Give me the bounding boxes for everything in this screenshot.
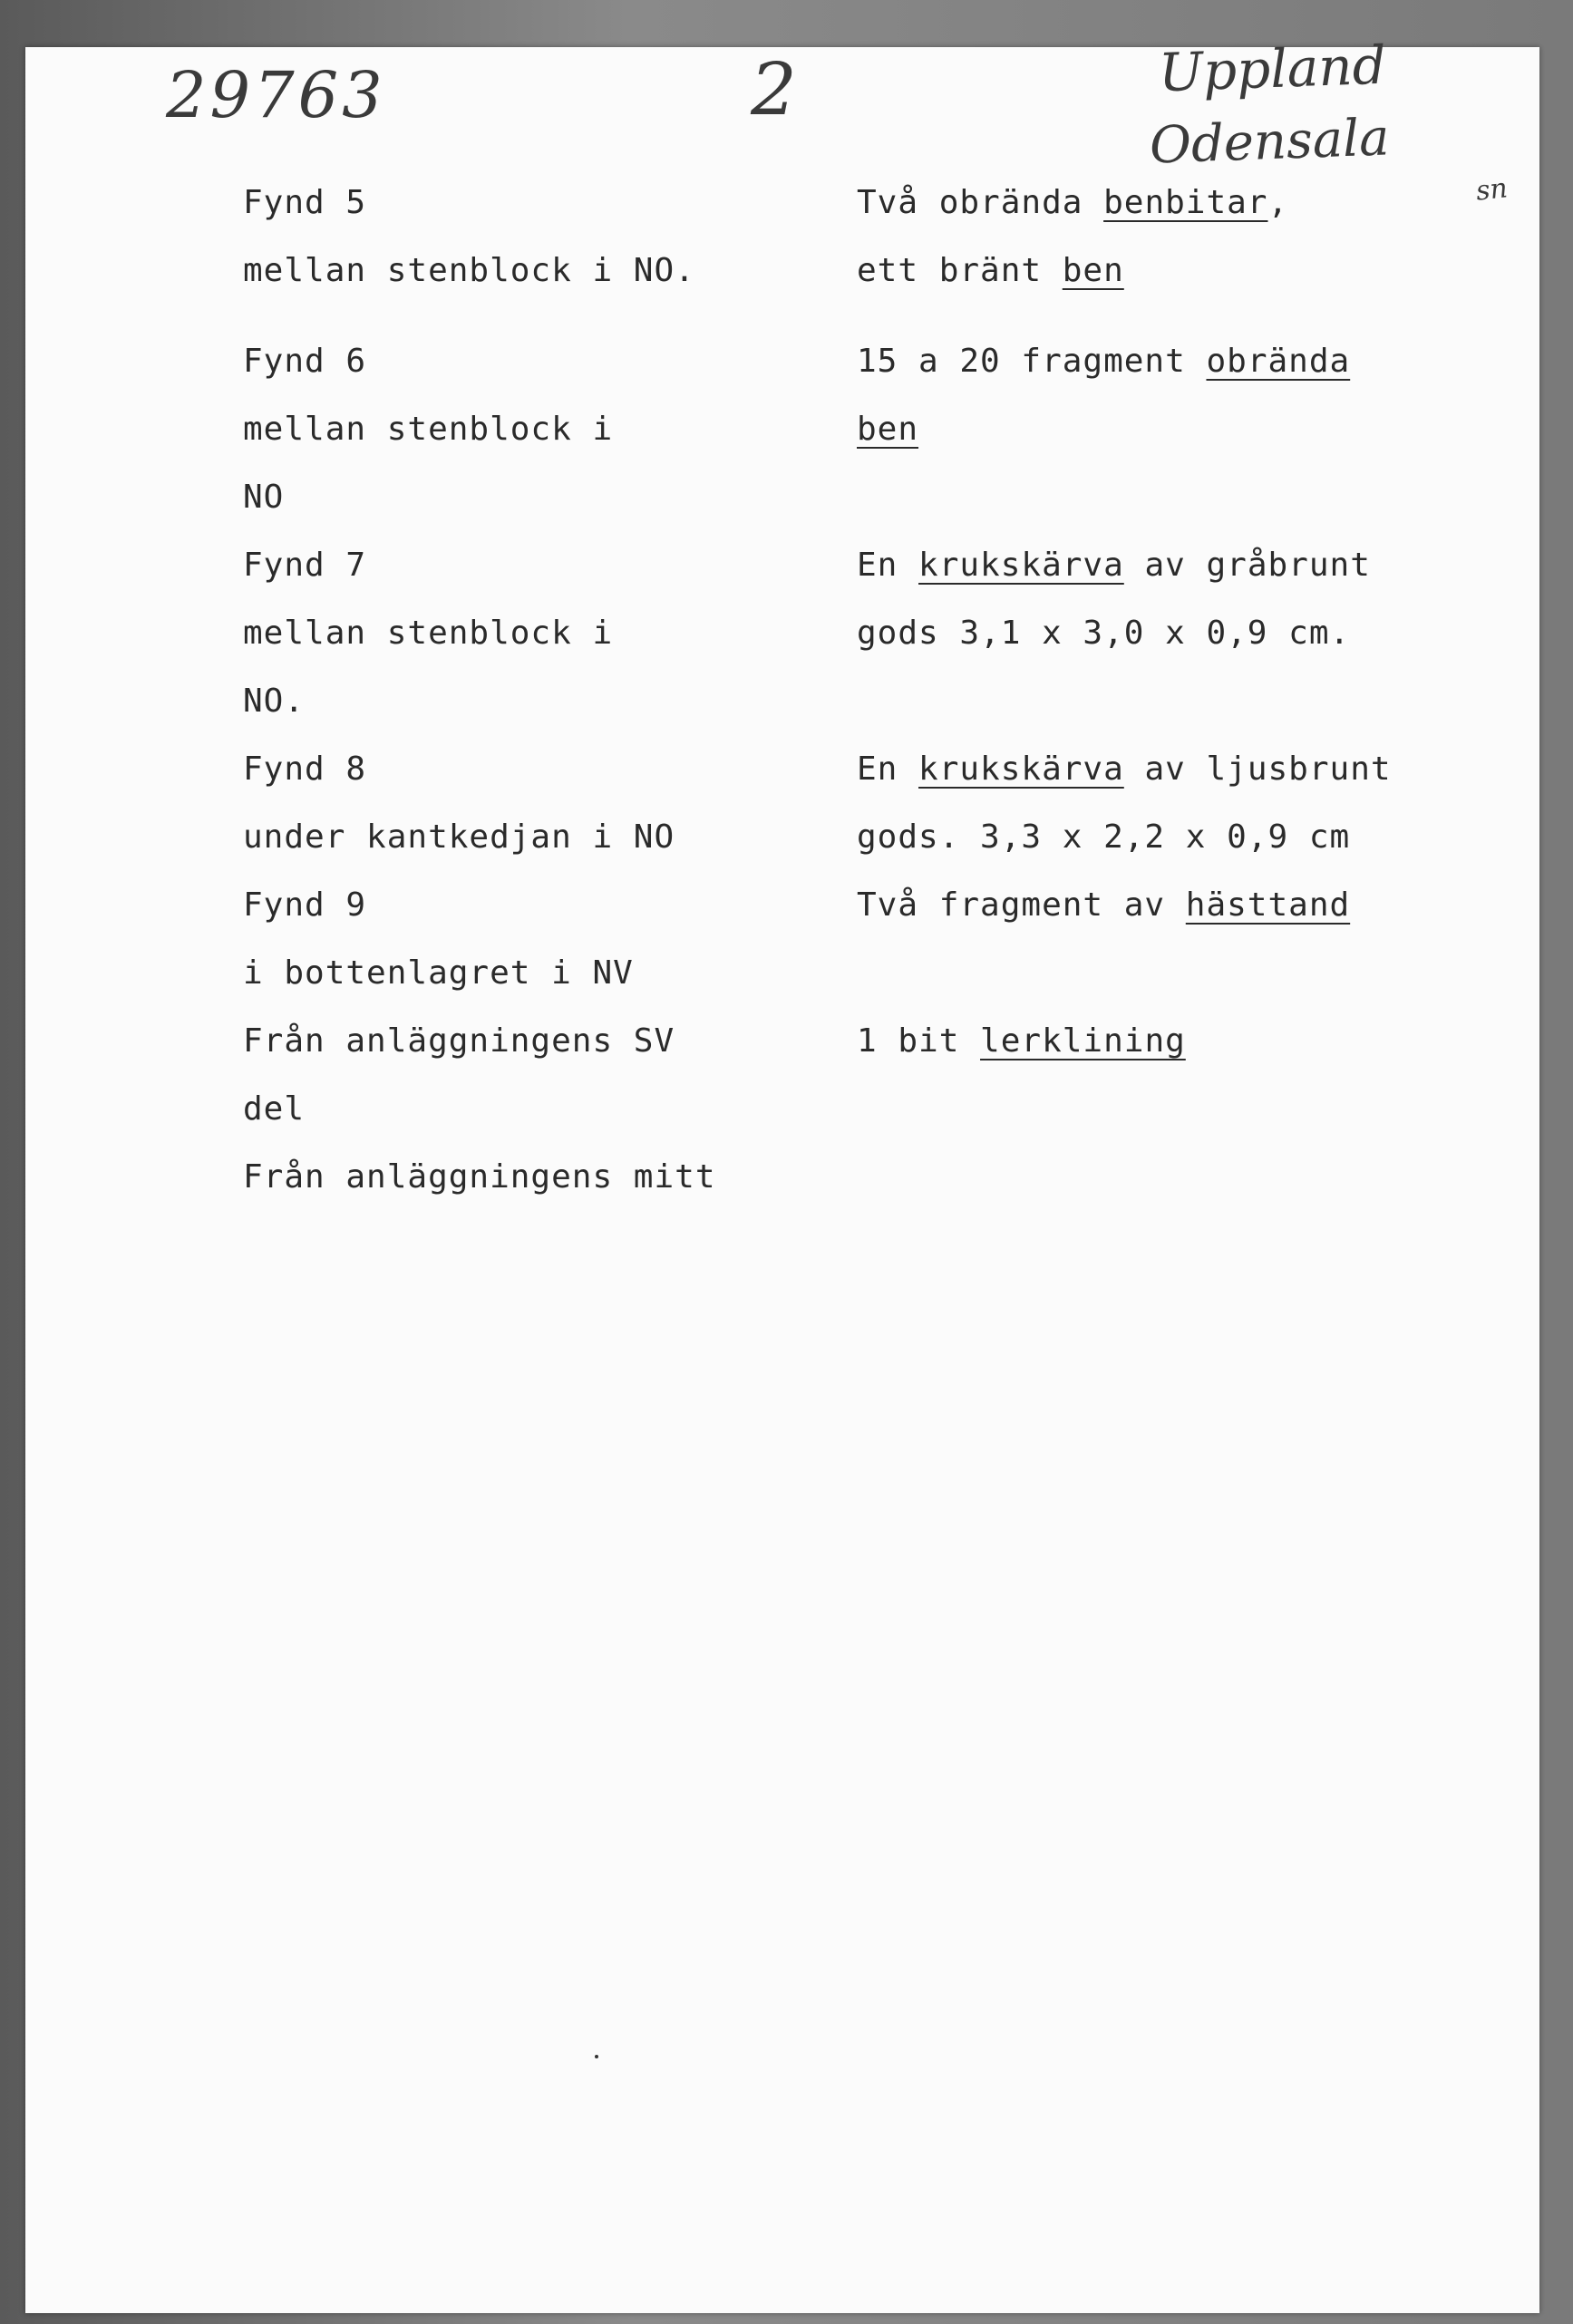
find-description: ett bränt ben bbox=[857, 252, 1124, 289]
find-location: i bottenlagret i NV bbox=[243, 954, 634, 992]
handwritten-parish: Odensala bbox=[1148, 108, 1391, 176]
find-location: NO bbox=[243, 479, 285, 516]
find-label: Från anläggningens SV bbox=[243, 1022, 675, 1060]
find-location: mellan stenblock i bbox=[243, 411, 614, 448]
find-description: 1 bit lerklining bbox=[857, 1022, 1186, 1060]
find-description: 15 a 20 fragment obrända bbox=[857, 343, 1351, 380]
find-location: mellan stenblock i NO. bbox=[243, 252, 695, 289]
find-location: del bbox=[243, 1090, 306, 1128]
find-label: Fynd 5 bbox=[243, 184, 367, 221]
find-description: gods 3,1 x 3,0 x 0,9 cm. bbox=[857, 615, 1351, 652]
find-description: En krukskärva av gråbrunt bbox=[857, 547, 1371, 584]
find-description: En krukskärva av ljusbrunt bbox=[857, 750, 1392, 788]
find-location: NO. bbox=[243, 683, 306, 720]
find-label: Fynd 7 bbox=[243, 547, 367, 584]
handwritten-catalog-number: 29763 bbox=[166, 58, 386, 132]
find-label: Fynd 8 bbox=[243, 750, 367, 788]
handwritten-province: Uppland bbox=[1157, 34, 1387, 104]
find-label: Fynd 9 bbox=[243, 886, 367, 924]
document-page bbox=[25, 34, 1539, 2313]
paper-speck bbox=[595, 2055, 598, 2058]
find-location: under kantkedjan i NO bbox=[243, 818, 675, 856]
handwritten-page-number: 2 bbox=[751, 47, 797, 131]
find-label: Fynd 6 bbox=[243, 343, 367, 380]
find-description: gods. 3,3 x 2,2 x 0,9 cm bbox=[857, 818, 1351, 856]
find-description: ben bbox=[857, 411, 919, 448]
find-label: Från anläggningens mitt bbox=[243, 1158, 716, 1196]
find-location: mellan stenblock i bbox=[243, 615, 614, 652]
find-description: Två fragment av hästtand bbox=[857, 886, 1351, 924]
handwritten-suffix: sn bbox=[1474, 172, 1510, 208]
find-description: Två obrända benbitar, bbox=[857, 184, 1289, 221]
